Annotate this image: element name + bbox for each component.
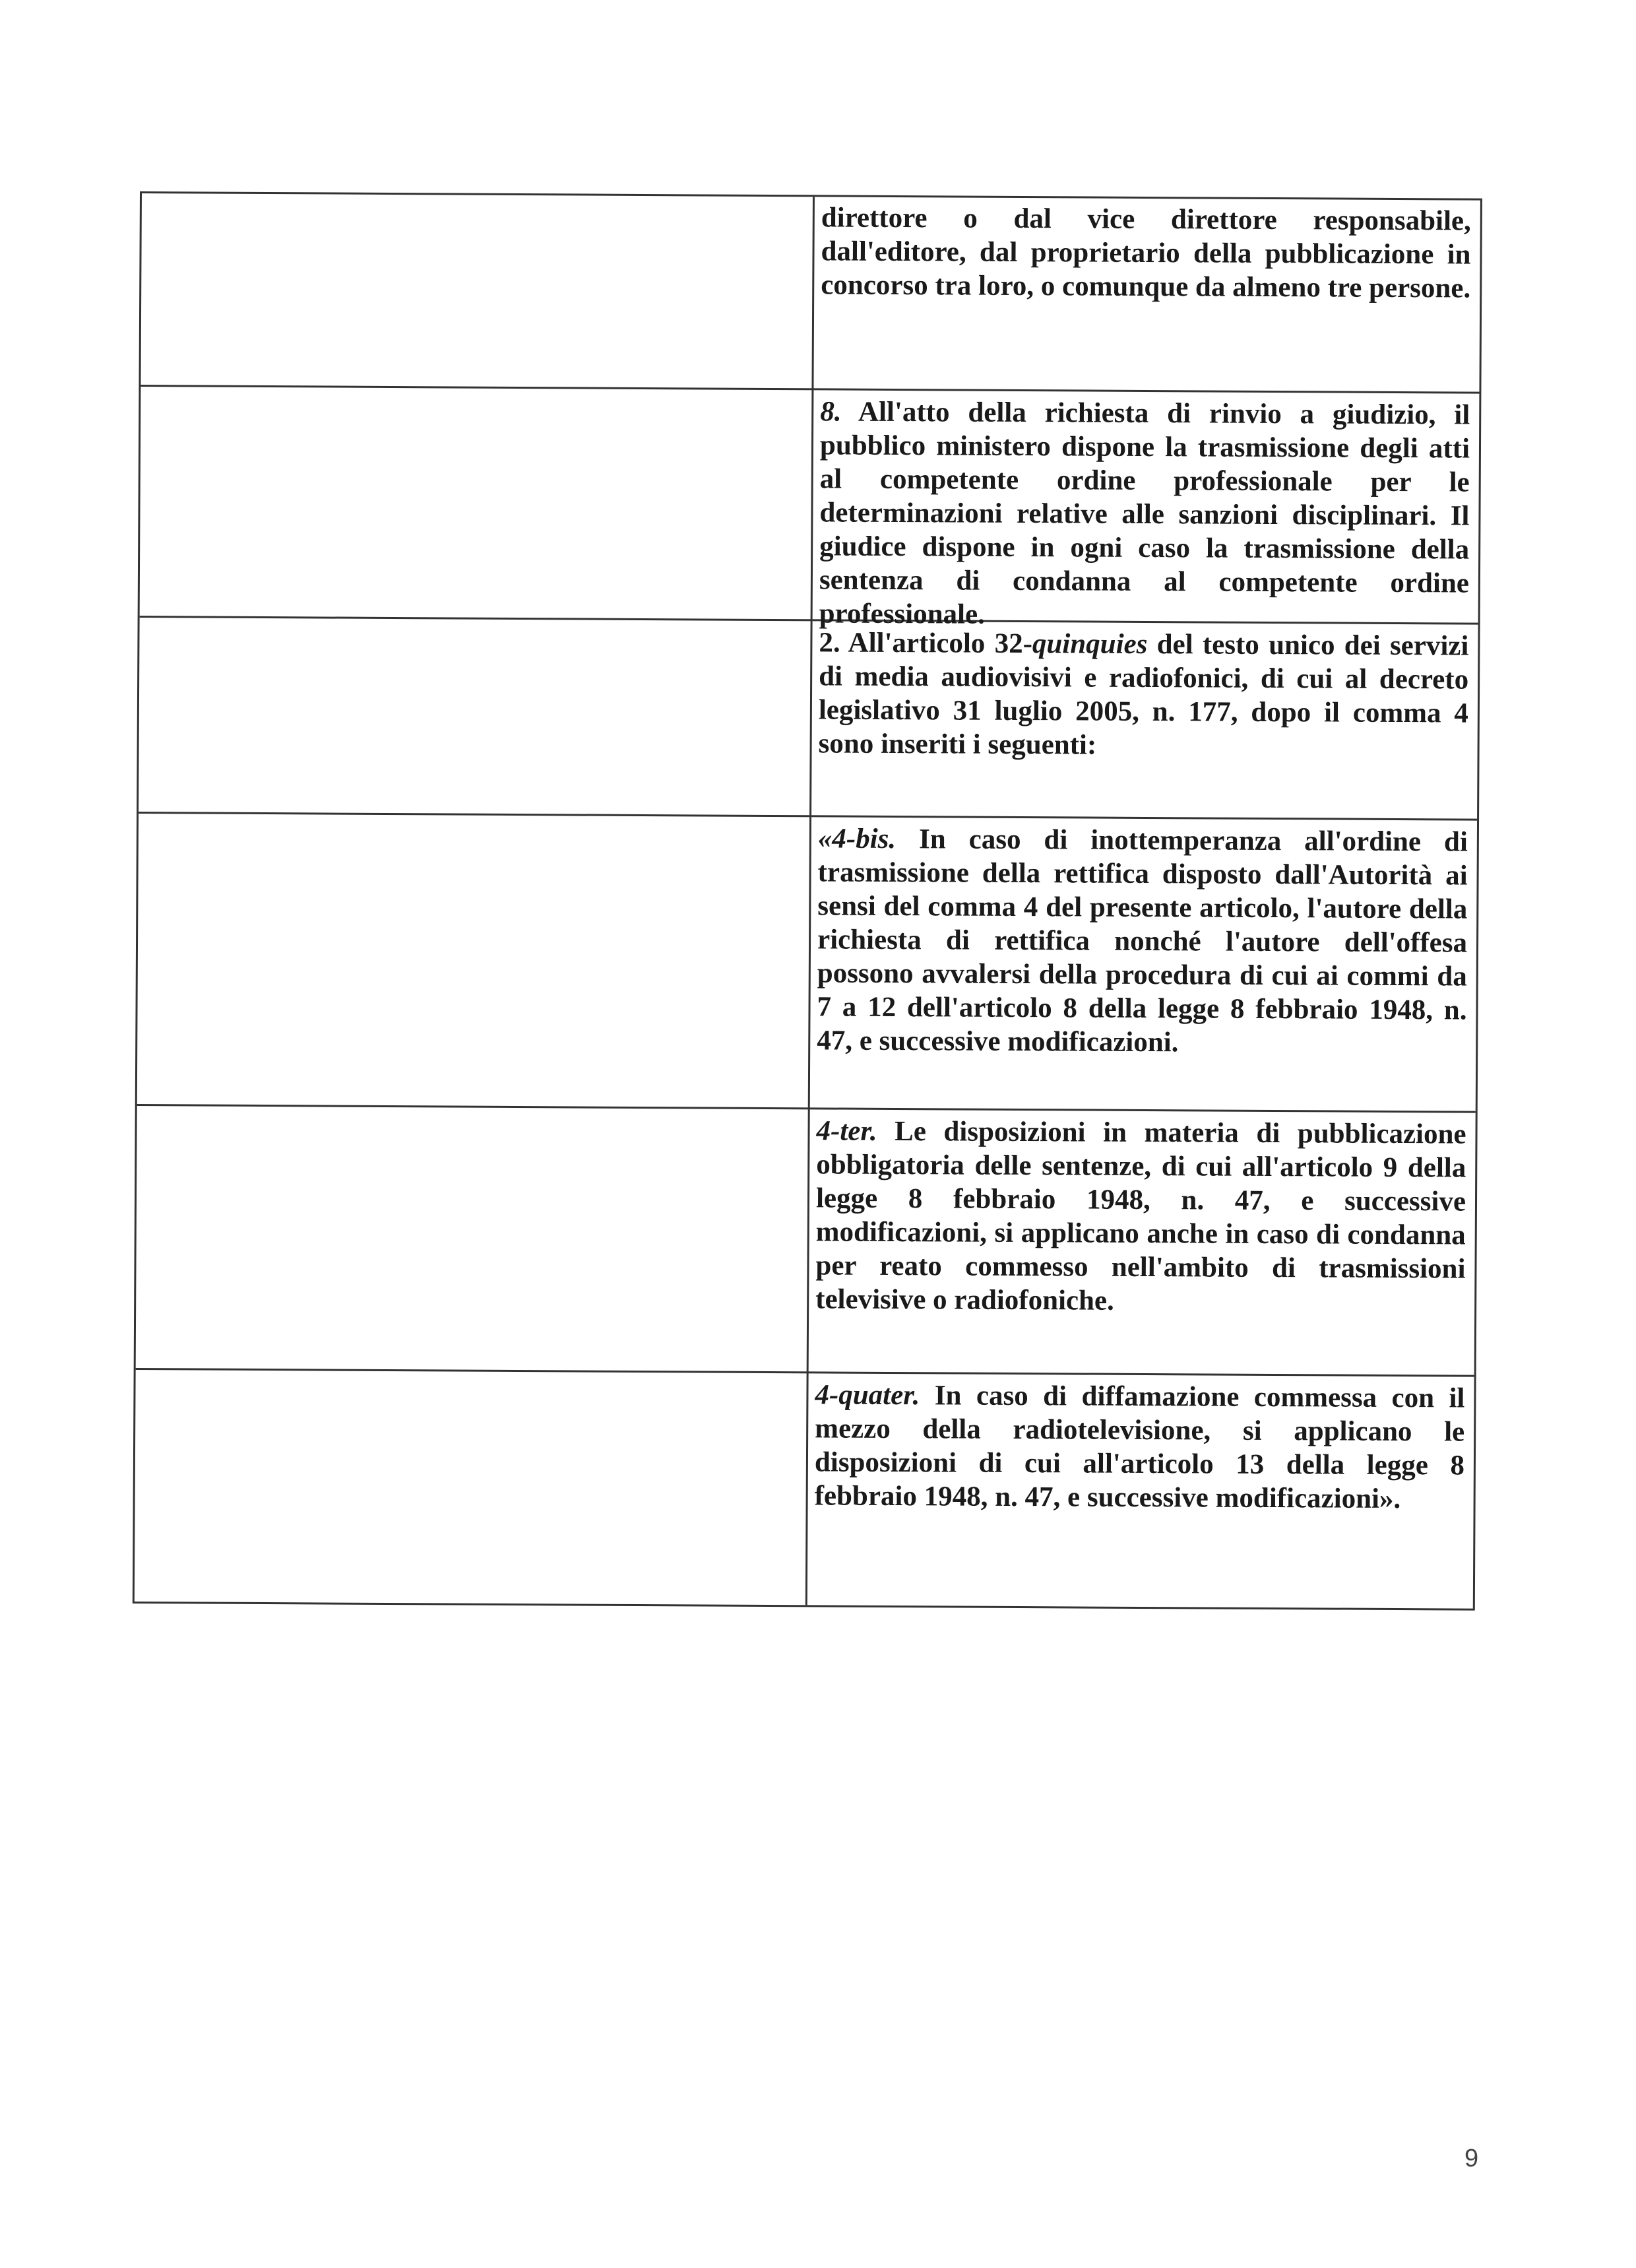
row-divider bbox=[141, 385, 1479, 394]
row-3-post: del testo unico dei servizi di media audiovisivi e radiofonici, di cui al decreto legislativo 31 luglio 2005, n. 177, dopo il comma 4 sono inseriti i seguenti: bbox=[818, 629, 1469, 761]
row-divider bbox=[136, 1368, 1474, 1377]
row-divider bbox=[137, 1104, 1476, 1113]
table-row-text bbox=[821, 201, 1471, 305]
table-row-text bbox=[815, 1378, 1465, 1516]
table-row-text bbox=[819, 395, 1470, 633]
table-row-text bbox=[818, 626, 1468, 763]
row-2-text: All'atto della richiesta di rinvio a giudizio, il pubblico ministero dispone la trasmissione degli atti al competente ordine professionale per le determinazioni relative alle sanzioni disciplinari. Il giudice dispone in ogni caso la trasmissione della sentenza di condanna al competente ordine professionale. bbox=[819, 396, 1470, 630]
table-row-text bbox=[817, 822, 1468, 1060]
row-1-text: direttore o dal vice direttore responsabile, dall'editore, dal proprietario della pubblicazione in concorso tra loro, o comunque da almeno tre persone. bbox=[821, 202, 1471, 304]
comparison-table bbox=[133, 191, 1482, 1611]
row-6-lead: 4-quater. bbox=[815, 1379, 920, 1411]
row-3-ital: quinquies bbox=[1032, 628, 1148, 661]
row-3-pre: 2. All'articolo 32- bbox=[819, 627, 1033, 660]
page-number: 9 bbox=[1464, 2145, 1479, 2172]
row-4-lead: «4-bis. bbox=[817, 823, 897, 855]
row-6-text: In caso di diffamazione commessa con il mezzo della radiotelevisione, si applicano le disposizioni di cui all'articolo 13 della legge 8 febbraio 1948, n. 47, e successive modificazioni». bbox=[814, 1380, 1465, 1515]
row-2-lead: 8. bbox=[820, 396, 842, 428]
row-5-lead: 4-ter. bbox=[816, 1115, 877, 1147]
row-divider bbox=[139, 812, 1477, 821]
table-row-text bbox=[815, 1114, 1466, 1319]
row-5-text: Le disposizioni in materia di pubblicazione obbligatoria delle sentenze, di cui all'articolo 9 della legge 8 febbraio 1948, n. 47, e successive modificazioni, si applicano anche in caso di condanna per reato commesso nell'ambito di trasmissioni televisive o radiofoniche. bbox=[815, 1115, 1466, 1316]
column-divider bbox=[805, 197, 815, 1605]
row-4-text: In caso di inottemperanza all'ordine di trasmissione della rettifica disposto dall'Autorità ai sensi del comma 4 del presente articolo, l'autore della richiesta di rettifica nonché l'autore dell'offesa possono avvalersi della procedura di cui ai commi da 7 a 12 dell'articolo 8 della legge 8 febbraio 1948, n. 47, e successive modificazioni. bbox=[817, 824, 1468, 1058]
